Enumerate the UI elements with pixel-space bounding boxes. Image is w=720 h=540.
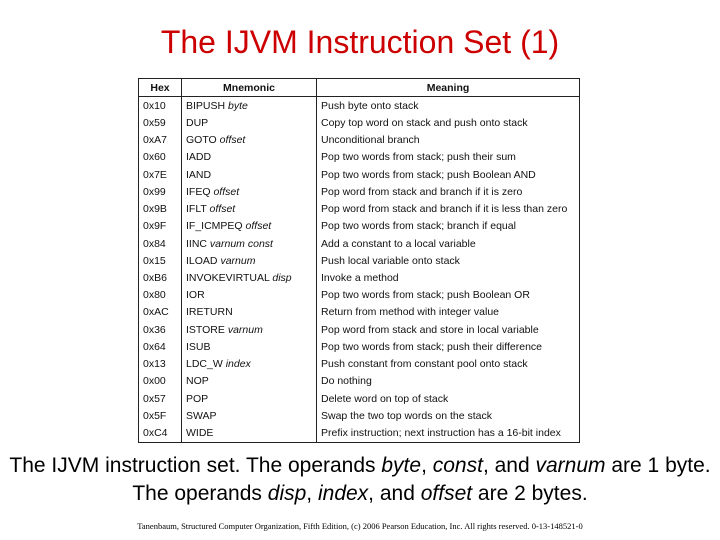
table-row — [139, 304, 579, 321]
mnemonic-name: BIPUSH — [186, 99, 226, 112]
hex-cell: 0xC4 — [139, 424, 182, 442]
table-body — [139, 97, 579, 443]
mnemonic-cell — [182, 269, 317, 286]
mnemonic-cell — [182, 321, 317, 338]
mnemonic-cell — [182, 356, 317, 373]
figure-caption — [0, 452, 720, 508]
meaning-cell: Push local variable onto stack — [321, 254, 460, 267]
caption-operand-offset: offset — [420, 482, 473, 505]
mnemonic-name: IAND — [186, 168, 212, 181]
mnemonic-cell — [182, 218, 317, 235]
mnemonic-cell — [182, 373, 317, 390]
mnemonic-cell — [182, 252, 317, 269]
meaning-cell: Pop two words from stack; push their difference — [321, 340, 542, 353]
meaning-cell: Pop word from stack and store in local variable — [321, 323, 539, 336]
meaning-cell: Pop two words from stack; push Boolean AND — [321, 168, 536, 181]
mnemonic-cell — [182, 114, 317, 131]
table-row — [139, 407, 579, 424]
hex-cell: 0xA7 — [139, 131, 182, 148]
table-row — [139, 131, 579, 148]
table-row — [139, 287, 579, 304]
mnemonic-operand: varnum — [227, 323, 263, 336]
header-meaning: Meaning — [317, 79, 580, 97]
hex-cell: 0x7E — [139, 166, 182, 183]
caption-operand-const: const — [432, 454, 483, 477]
header-hex: Hex — [139, 79, 182, 97]
mnemonic-name: ISUB — [186, 340, 211, 353]
hex-cell: 0x60 — [139, 149, 182, 166]
meaning-cell: Delete word on top of stack — [321, 392, 449, 405]
hex-cell: 0x36 — [139, 321, 182, 338]
mnemonic-name: GOTO — [186, 134, 217, 147]
mnemonic-name: SWAP — [186, 409, 217, 422]
hex-cell: 0x99 — [139, 183, 182, 200]
hex-cell: 0x00 — [139, 373, 182, 390]
meaning-cell: Do nothing — [321, 375, 372, 388]
caption-text: , and — [482, 454, 536, 477]
mnemonic-cell — [182, 338, 317, 355]
hex-cell: 0x57 — [139, 390, 182, 407]
caption-text: The IJVM instruction set. The operands — [9, 454, 382, 477]
mnemonic-cell — [182, 149, 317, 166]
table-row — [139, 218, 579, 235]
mnemonic-cell — [182, 200, 317, 217]
header-mnemonic: Mnemonic — [182, 79, 317, 97]
hex-cell: 0x13 — [139, 356, 182, 373]
instruction-table-grid — [139, 79, 579, 442]
mnemonic-cell — [182, 390, 317, 407]
mnemonic-name: LDC_W — [186, 358, 223, 371]
mnemonic-name: IRETURN — [186, 306, 233, 319]
mnemonic-name: IOR — [186, 289, 205, 302]
hex-cell: 0xAC — [139, 304, 182, 321]
mnemonic-cell — [182, 407, 317, 424]
table-header-row — [139, 79, 579, 97]
mnemonic-operand: byte — [228, 99, 248, 112]
table-row — [139, 183, 579, 200]
table-row — [139, 321, 579, 338]
meaning-cell: Invoke a method — [321, 271, 399, 284]
meaning-cell: Pop word from stack and branch if it is zero — [321, 185, 523, 198]
table-row — [139, 235, 579, 252]
hex-cell: 0x9F — [139, 218, 182, 235]
table-row — [139, 338, 579, 355]
hex-cell: 0x64 — [139, 338, 182, 355]
mnemonic-cell — [182, 131, 317, 148]
meaning-cell: Swap the two top words on the stack — [321, 409, 493, 422]
caption-text: , — [306, 482, 318, 505]
mnemonic-name: IADD — [186, 151, 212, 164]
table-row — [139, 166, 579, 183]
mnemonic-operand: offset — [219, 134, 246, 147]
mnemonic-operand: varnum const — [209, 237, 273, 250]
table-row — [139, 424, 579, 442]
mnemonic-cell — [182, 97, 317, 115]
hex-cell: 0xB6 — [139, 269, 182, 286]
mnemonic-cell — [182, 183, 317, 200]
mnemonic-name: DUP — [186, 116, 209, 129]
mnemonic-name: POP — [186, 392, 209, 405]
mnemonic-cell — [182, 287, 317, 304]
hex-cell: 0x9B — [139, 200, 182, 217]
mnemonic-cell — [182, 235, 317, 252]
caption-operand-disp: disp — [267, 482, 307, 505]
meaning-cell: Pop word from stack and branch if it is less than zero — [321, 203, 568, 216]
mnemonic-operand: varnum — [220, 254, 256, 267]
caption-operand-byte: byte — [381, 454, 422, 477]
table-row — [139, 97, 579, 115]
slide-title: The IJVM Instruction Set (1) — [160, 24, 560, 60]
meaning-cell: Pop two words from stack; push their sum — [321, 151, 516, 164]
meaning-cell: Prefix instruction; next instruction has a 16-bit index — [321, 427, 561, 440]
mnemonic-operand: index — [225, 358, 251, 371]
caption-operand-varnum: varnum — [535, 454, 606, 477]
caption-operand-index: index — [317, 482, 369, 505]
hex-cell: 0x5F — [139, 407, 182, 424]
meaning-cell: Push byte onto stack — [321, 99, 419, 112]
meaning-cell: Pop two words from stack; push Boolean OR — [321, 289, 530, 302]
mnemonic-operand: offset — [209, 203, 236, 216]
hex-cell: 0x15 — [139, 252, 182, 269]
mnemonic-operand: offset — [213, 185, 240, 198]
mnemonic-name: WIDE — [186, 427, 214, 440]
meaning-cell: Add a constant to a local variable — [321, 237, 476, 250]
mnemonic-name: NOP — [186, 375, 209, 388]
caption-text: , — [421, 454, 433, 477]
mnemonic-cell — [182, 304, 317, 321]
table-row — [139, 114, 579, 131]
hex-cell: 0x10 — [139, 97, 182, 115]
mnemonic-name: IINC — [186, 237, 207, 250]
hex-cell: 0x59 — [139, 114, 182, 131]
mnemonic-name: IF_ICMPEQ — [186, 220, 243, 233]
table-row — [139, 252, 579, 269]
hex-cell: 0x84 — [139, 235, 182, 252]
meaning-cell: Push constant from constant pool onto stack — [321, 358, 528, 371]
meaning-cell: Copy top word on stack and push onto stack — [321, 116, 528, 129]
mnemonic-operand: offset — [245, 220, 272, 233]
mnemonic-name: ISTORE — [186, 323, 225, 336]
table-row — [139, 269, 579, 286]
mnemonic-operand: disp — [272, 271, 292, 284]
table-row — [139, 390, 579, 407]
caption-text: are 1 byte. The operands — [132, 454, 711, 505]
caption-text: , and — [368, 482, 421, 505]
mnemonic-cell — [182, 424, 317, 442]
meaning-cell: Pop two words from stack; branch if equal — [321, 220, 516, 233]
table-row — [139, 356, 579, 373]
table-row — [139, 200, 579, 217]
mnemonic-cell — [182, 166, 317, 183]
mnemonic-name: ILOAD — [186, 254, 218, 267]
caption-text: are 2 bytes. — [472, 482, 588, 505]
hex-cell: 0x80 — [139, 287, 182, 304]
table-row — [139, 149, 579, 166]
copyright-footer: Tanenbaum, Structured Computer Organization, Fifth Edition, (c) 2006 Pearson Education, Inc. All rights reserved. 0-13-148521-0 — [137, 521, 583, 531]
instruction-table — [138, 78, 580, 443]
mnemonic-name: INVOKEVIRTUAL — [186, 271, 270, 284]
table-row — [139, 373, 579, 390]
meaning-cell: Return from method with integer value — [321, 306, 500, 319]
meaning-cell: Unconditional branch — [321, 134, 420, 147]
mnemonic-name: IFLT — [186, 203, 207, 216]
mnemonic-name: IFEQ — [186, 185, 211, 198]
